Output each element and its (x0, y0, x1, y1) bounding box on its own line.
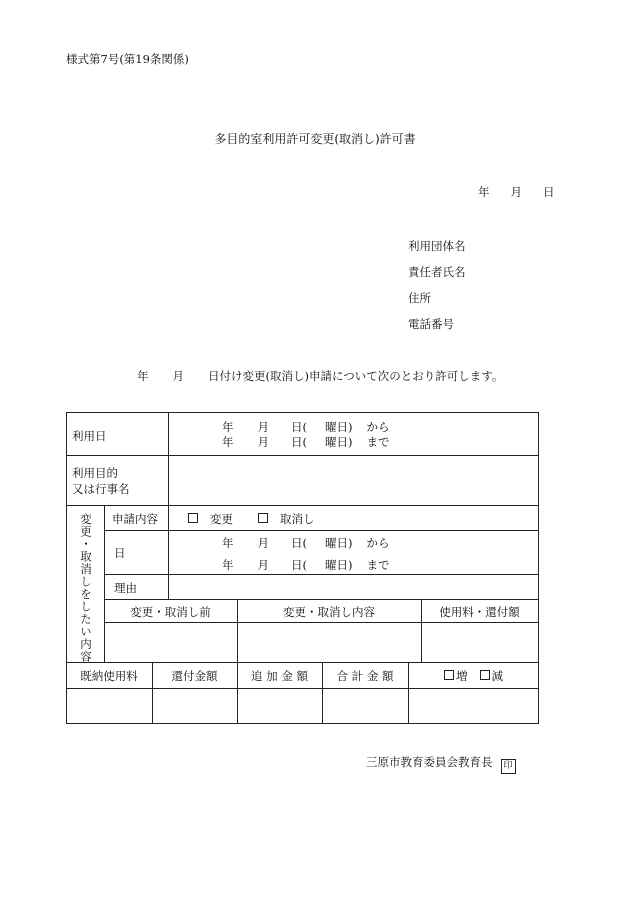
use-date-label: 利用日 (72, 429, 107, 443)
group-name-label: 利用団体名 (408, 239, 466, 253)
change-from-day: 日( (291, 536, 307, 550)
paid-fee-header: 既納使用料 (80, 669, 138, 683)
use-date-until-row (222, 434, 390, 450)
change-until-weekday: 曜日) (325, 558, 353, 572)
decrease-text: 減 (491, 669, 503, 683)
form-number: 様式第7号(第19条関係) (66, 52, 189, 66)
until-year: 年 (222, 435, 234, 449)
date-month: 月 (510, 185, 522, 199)
request-content-label: 申請内容 (112, 512, 158, 526)
increase-checkbox[interactable] (444, 670, 454, 680)
representative-label: 責任者氏名 (408, 265, 466, 279)
change-from-year: 年 (222, 536, 234, 550)
permit-year: 年 (137, 369, 149, 383)
before-change-header: 変更・取消し前 (130, 605, 211, 619)
use-date-from-row (222, 419, 390, 435)
change-content-vertical-label: 変更・取消しをしたい内容 (79, 513, 93, 663)
change-checkbox[interactable] (188, 513, 198, 523)
increase-decrease-options (444, 668, 503, 684)
fee-refund-header: 使用料・還付額 (439, 605, 520, 619)
from-weekday: 曜日) (325, 420, 353, 434)
total-amount-header: 合 計 金 額 (336, 669, 394, 683)
change-until-year: 年 (222, 558, 234, 572)
change-from-month: 月 (257, 536, 269, 550)
until-label: まで (366, 435, 390, 449)
until-month: 月 (257, 435, 269, 449)
address-label: 住所 (408, 291, 431, 305)
permit-text: 日付け変更(取消し)申請について次のとおり許可します。 (208, 369, 504, 383)
cancel-checkbox[interactable] (258, 513, 268, 523)
change-from-weekday: 曜日) (325, 536, 353, 550)
purpose-label-line1: 利用目的 (72, 466, 118, 480)
issuer-name: 三原市教育委員会教育長 (366, 755, 493, 769)
date-day: 日 (543, 185, 555, 199)
increase-text: 増 (456, 669, 468, 683)
from-month: 月 (257, 420, 269, 434)
option-cancel[interactable] (258, 511, 315, 527)
issuer-signature (366, 754, 516, 774)
date-year: 年 (478, 185, 490, 199)
until-weekday: 曜日) (325, 435, 353, 449)
from-label: から (366, 420, 390, 434)
from-day: 日( (291, 420, 307, 434)
additional-amount-header: 追 加 金 額 (251, 669, 308, 683)
change-date-from-row (222, 535, 390, 551)
until-day: 日( (291, 435, 307, 449)
option-change[interactable] (188, 511, 233, 527)
seal-stamp: 印 (501, 759, 516, 774)
change-content-header: 変更・取消し内容 (283, 605, 375, 619)
change-until-day: 日( (291, 558, 307, 572)
change-until-month: 月 (257, 558, 269, 572)
change-date-until-row (222, 557, 390, 573)
document-title: 多目的室利用許可変更(取消し)許可書 (214, 132, 416, 146)
decrease-checkbox[interactable] (480, 670, 490, 680)
change-text: 変更 (210, 512, 233, 526)
permit-statement (137, 368, 503, 384)
change-until-label: まで (366, 558, 390, 572)
change-from-label: から (366, 536, 390, 550)
cancel-text: 取消し (280, 512, 315, 526)
from-year: 年 (222, 420, 234, 434)
purpose-label-line2: 又は行事名 (72, 482, 130, 496)
permit-month: 月 (172, 369, 184, 383)
day-label: 日 (114, 546, 126, 560)
issue-date (478, 184, 555, 200)
reason-label: 理由 (114, 581, 137, 595)
refund-amount-header: 還付金額 (171, 669, 218, 683)
phone-label: 電話番号 (408, 317, 454, 331)
